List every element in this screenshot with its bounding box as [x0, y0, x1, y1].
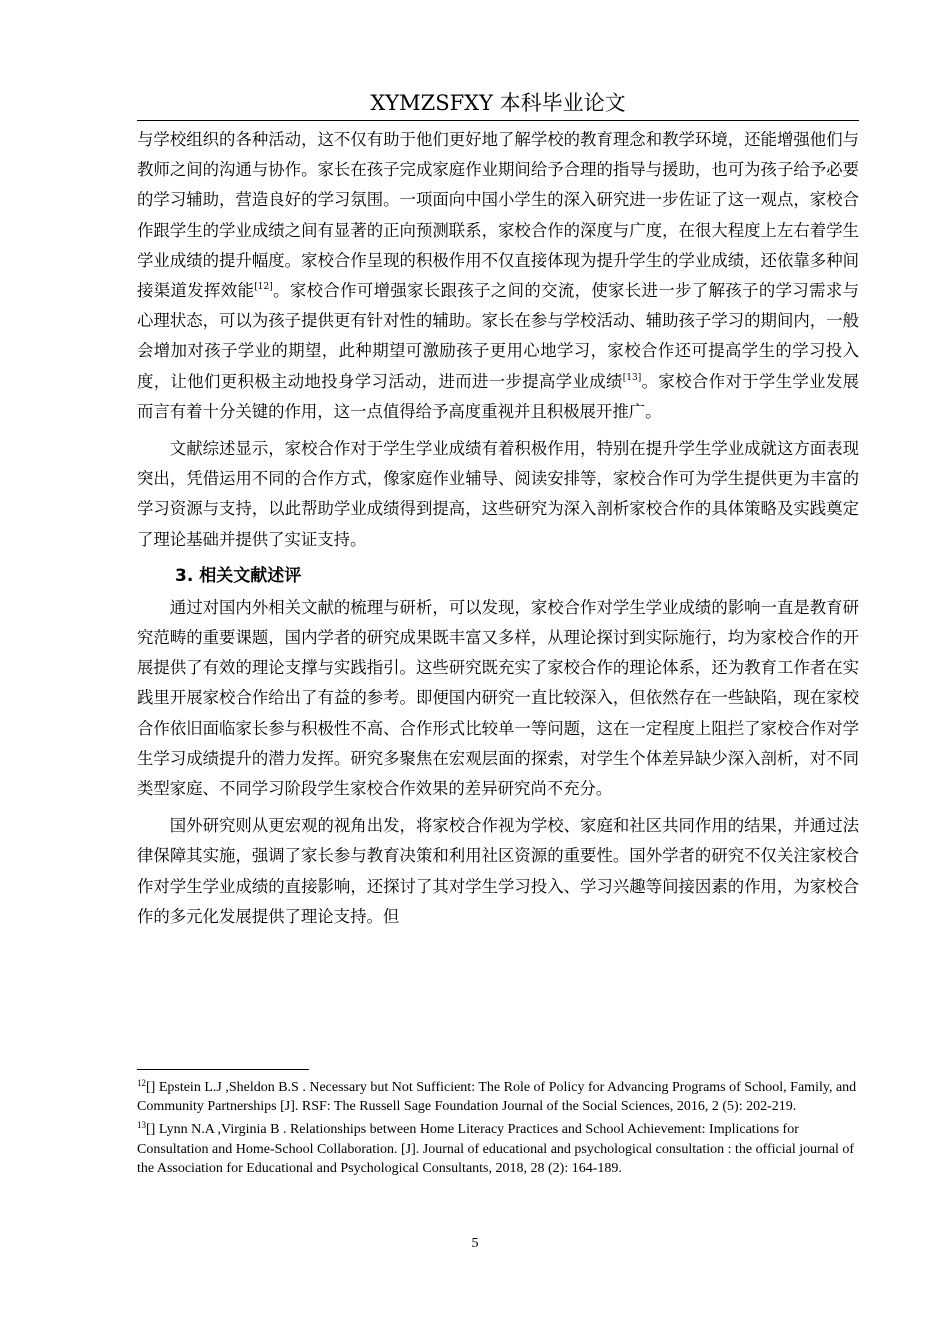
footnote-text: [] Epstein L.J ,Sheldon B.S . Necessary but Not Sufficient: The Role of Policy for Advancing Programs of School, Family, and Community Partnerships [J]. RSF: The Russell Sage Foundation Journal of the Social Sciences, 2016, 2 (5): 202-219.: [137, 1080, 857, 1115]
citation-13: [13]: [622, 372, 642, 383]
paragraph-1-text-b: 。家校合作可增强家长跟孩子之间的交流，使家长进一步了解孩子的学习需求与心理状态，可以为孩子提供更有针对性的辅助。家长在参与学校活动、辅助孩子学习的期间内，一般会增加对孩子学业的期望，此种期望可激励孩子更用心地学习，家校合作还可提高学生的学习投入度，让他们更积极主动地投身学习活动，进而进一步提高学业成绩: [137, 281, 860, 391]
footnote-mark: 12: [137, 1078, 146, 1088]
paragraph-1: [137, 125, 859, 427]
page-header: [137, 88, 859, 120]
body-text: [137, 125, 859, 932]
paragraph-4: 国外研究则从更宏观的视角出发，将家校合作视为学校、家庭和社区共同作用的结果，并通过法律保障其实施，强调了家长参与教育决策和利用社区资源的重要性。国外学者的研究不仅关注家校合作对学生学业成绩的直接影响，还探讨了其对学生学习投入、学习兴趣等间接因素的作用，为家校合作的多元化发展提供了理论支持。但: [137, 816, 859, 926]
paragraph-1-text-c: 。家校合作对于学生学业发展而言有着十分关键的作用，这一点值得给予高度重视并且积极展开推广。: [137, 371, 860, 421]
header-title: XYMZSFXY 本科毕业论文: [370, 91, 626, 115]
footnote-separator: [137, 1069, 309, 1070]
header-rule: [137, 120, 859, 121]
paragraph-3: 通过对国内外相关文献的梳理与研析，可以发现，家校合作对学生学业成绩的影响一直是教育研究范畴的重要课题，国内学者的研究成果既丰富又多样，从理论探讨到实际施行，均为家校合作的开展提供了有效的理论支撑与实践指引。这些研究既充实了家校合作的理论体系，还为教育工作者在实践里开展家校合作给出了有益的参考。即便国内研究一直比较深入，但依然存在一些缺陷，现在家校合作依旧面临家长参与积极性不高、合作形式比较单一等问题，这在一定程度上阻拦了家校合作对学生学习成绩提升的潜力发挥。研究多聚焦在宏观层面的探索，对学生个体差异缺少深入剖析，对不同类型家庭、不同学习阶段学生家校合作效果的差异研究尚不充分。: [137, 597, 859, 799]
citation-12: [12]: [254, 282, 273, 293]
footnote-text: [] Lynn N.A ,Virginia B . Relationships between Home Literacy Practices and School Achievement: Implications for Consultation and Home-School Collaboration. [J]. Journal of educational and psychological consultation : the official journal of the Association for Educational and Psychological Consultants, 2018, 28 (2): 164-189.: [137, 1122, 855, 1176]
page-number: 5: [471, 1236, 479, 1251]
footnotes: [137, 1074, 859, 1178]
section-heading: 3. 相关文献述评: [175, 565, 302, 586]
footnote-12: [137, 1074, 859, 1116]
paragraph-2: 文献综述显示，家校合作对于学生学业成绩有着积极作用，特别在提升学生学业成就这方面表现突出，凭借运用不同的合作方式，像家庭作业辅导、阅读安排等，家校合作可为学生提供更为丰富的学习资源与支持，以此帮助学业成绩得到提高，这些研究为深入剖析家校合作的具体策略及实践奠定了理论基础并提供了实证支持。: [137, 439, 859, 549]
footnote-13: [137, 1116, 859, 1178]
paragraph-1-text-a: 与学校组织的各种活动，这不仅有助于他们更好地了解学校的教育理念和教学环境，还能增强他们与教师之间的沟通与协作。家长在孩子完成家庭作业期间给予合理的指导与援助，也可为孩子给予必要的学习辅助，营造良好的学习氛围。一项面向中国小学生的深入研究进一步佐证了这一观点，家校合作跟学生的学业成绩之间有显著的正向预测联系，家校合作的深度与广度，在很大程度上左右着学生学业成绩的提升幅度。家校合作呈现的积极作用不仅直接体现为提升学生的学业成绩，还依靠多种间接渠道发挥效能: [137, 130, 859, 301]
footnote-mark: 13: [137, 1120, 146, 1131]
